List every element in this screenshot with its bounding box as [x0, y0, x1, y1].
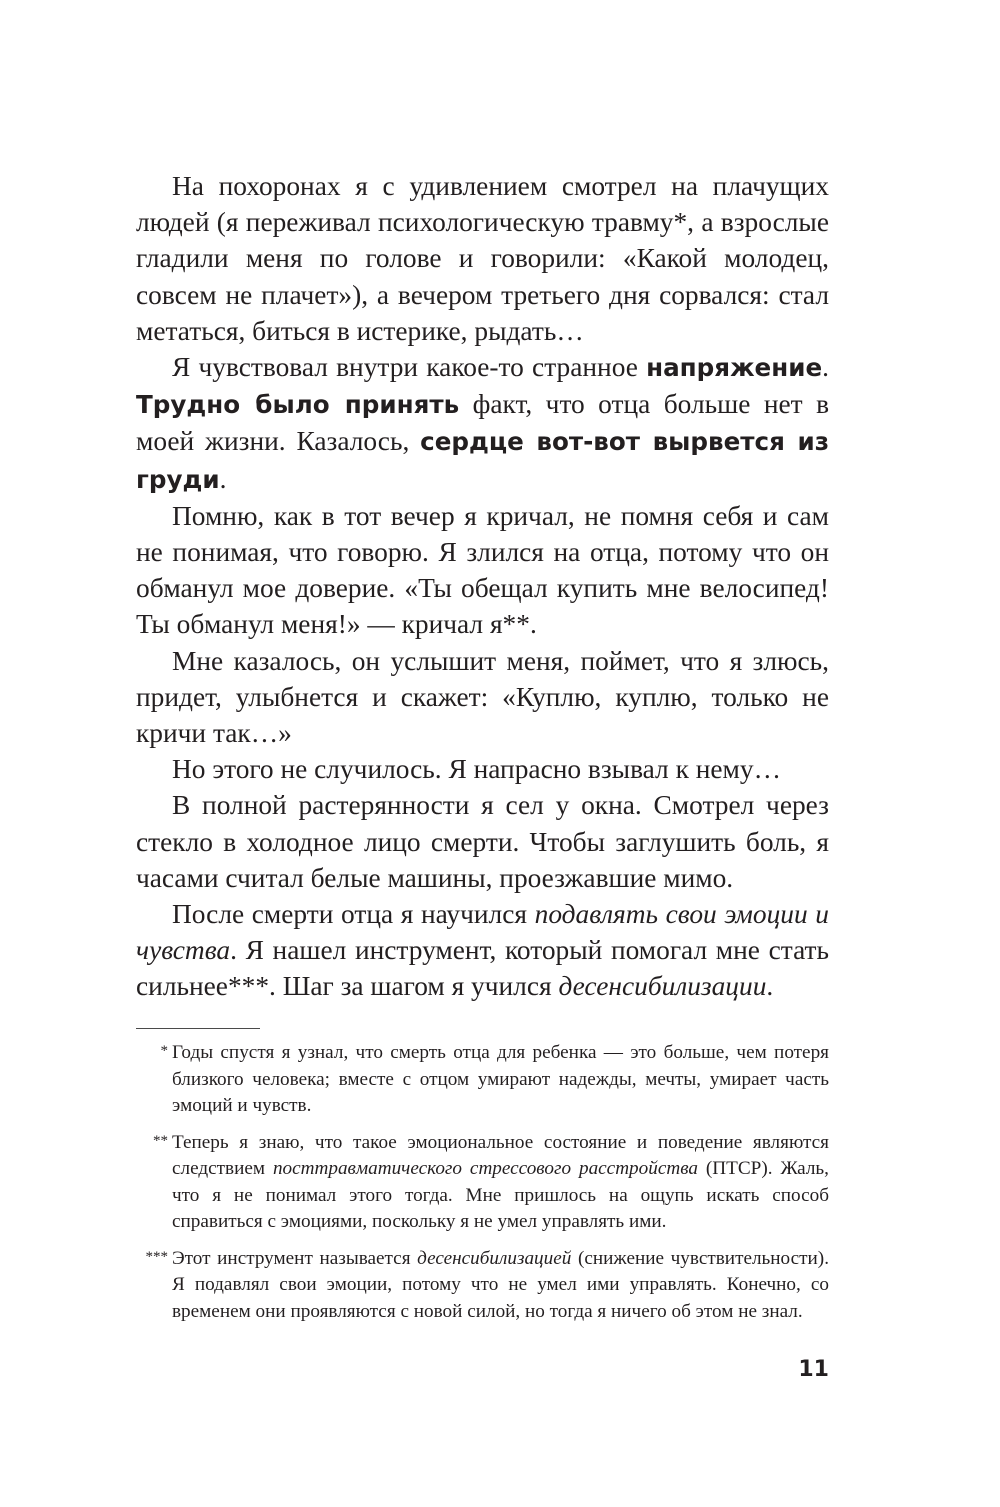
paragraph: Но этого не случилось. Я напрасно взывал к нему…: [172, 754, 781, 785]
footnote-mark: ***: [145, 1248, 168, 1265]
paragraph: Я чувствовал внутри какое-то странное напряжение. Трудно было принять факт, что отца больше нет в моей жизни. Казалось, сердце вот-вот вырвется из груди.: [136, 352, 829, 494]
emphasis-italic: десенсибилизацией: [417, 1247, 572, 1269]
footnote-divider: [136, 1028, 260, 1029]
paragraph: Помню, как в тот вечер я кричал, не помня себя и сам не понимая, что говорю. Я злился на отца, потому что он обманул мое доверие. «Ты обещал купить мне велосипед! Ты обманул меня!» — кричал я**.: [136, 500, 829, 640]
footnote: [136, 1040, 829, 1120]
emphasis-bold: напряжение: [646, 353, 823, 383]
paragraph: На похоронах я с удивлением смотрел на плачущих людей (я переживал психологическую травму*, а взрослые гладили меня по голове и говорили: «Какой молодец, совсем не плачет»), а вечером третьего дня сорвался: стал метаться, биться в истерике, рыдать…: [136, 171, 829, 346]
emphasis-italic: посттравматического стрессового расстройства: [272, 1158, 698, 1179]
footnotes: [136, 1040, 829, 1335]
emphasis-bold: сердце вот-вот вырвется из груди: [136, 427, 829, 494]
footnote: [136, 1130, 829, 1236]
footnote-text: Годы спустя я узнал, что смерть отца для ребенка — это больше, чем потеря близкого человека; вместе с отцом умирают надежды, мечты, умирает часть эмоций и чувств.: [172, 1042, 829, 1116]
footnote-text: Теперь я знаю, что такое эмоциональное состояние и поведение являются следствием посттравматического стрессового расстройства (ПТСР). Жаль, что я не понимал этого тогда. Мне пришлось на ощупь искать способ справиться с эмоциями, поскольку я не умел управлять ими.: [172, 1131, 829, 1232]
paragraph: В полной растерянности я сел у окна. Смотрел через стекло в холодное лицо смерти. Чтобы заглушить боль, я часами считал белые машины, проезжавшие мимо.: [136, 790, 829, 893]
page-number: 11: [798, 1357, 829, 1382]
emphasis-italic: подавлять свои эмоции и чувства: [136, 899, 829, 966]
footnote: [136, 1246, 829, 1326]
paragraph: После смерти отца я научился подавлять свои эмоции и чувства. Я нашел инструмент, который помогал мне стать сильнее***. Шаг за шагом я учился десенсибилизации.: [136, 899, 829, 1002]
emphasis-italic: десенсибилизации: [558, 971, 767, 1002]
main-text: [136, 168, 829, 1005]
footnote-text: Этот инструмент называется десенсибилизацией (снижение чувствительности). Я подавлял свои эмоции, потому что не умел ими управлять. Конечно, со временем они проявляются с новой силой, но тогда я ничего об этом не знал.: [172, 1247, 829, 1322]
paragraph: Мне казалось, он услышит меня, поймет, что я злюсь, придет, улыбнется и скажет: «Куплю, куплю, только не кричи так…»: [136, 645, 829, 749]
emphasis-bold: Трудно было принять: [136, 390, 460, 420]
footnote-mark: *: [160, 1043, 168, 1059]
footnote-mark: **: [153, 1132, 168, 1149]
